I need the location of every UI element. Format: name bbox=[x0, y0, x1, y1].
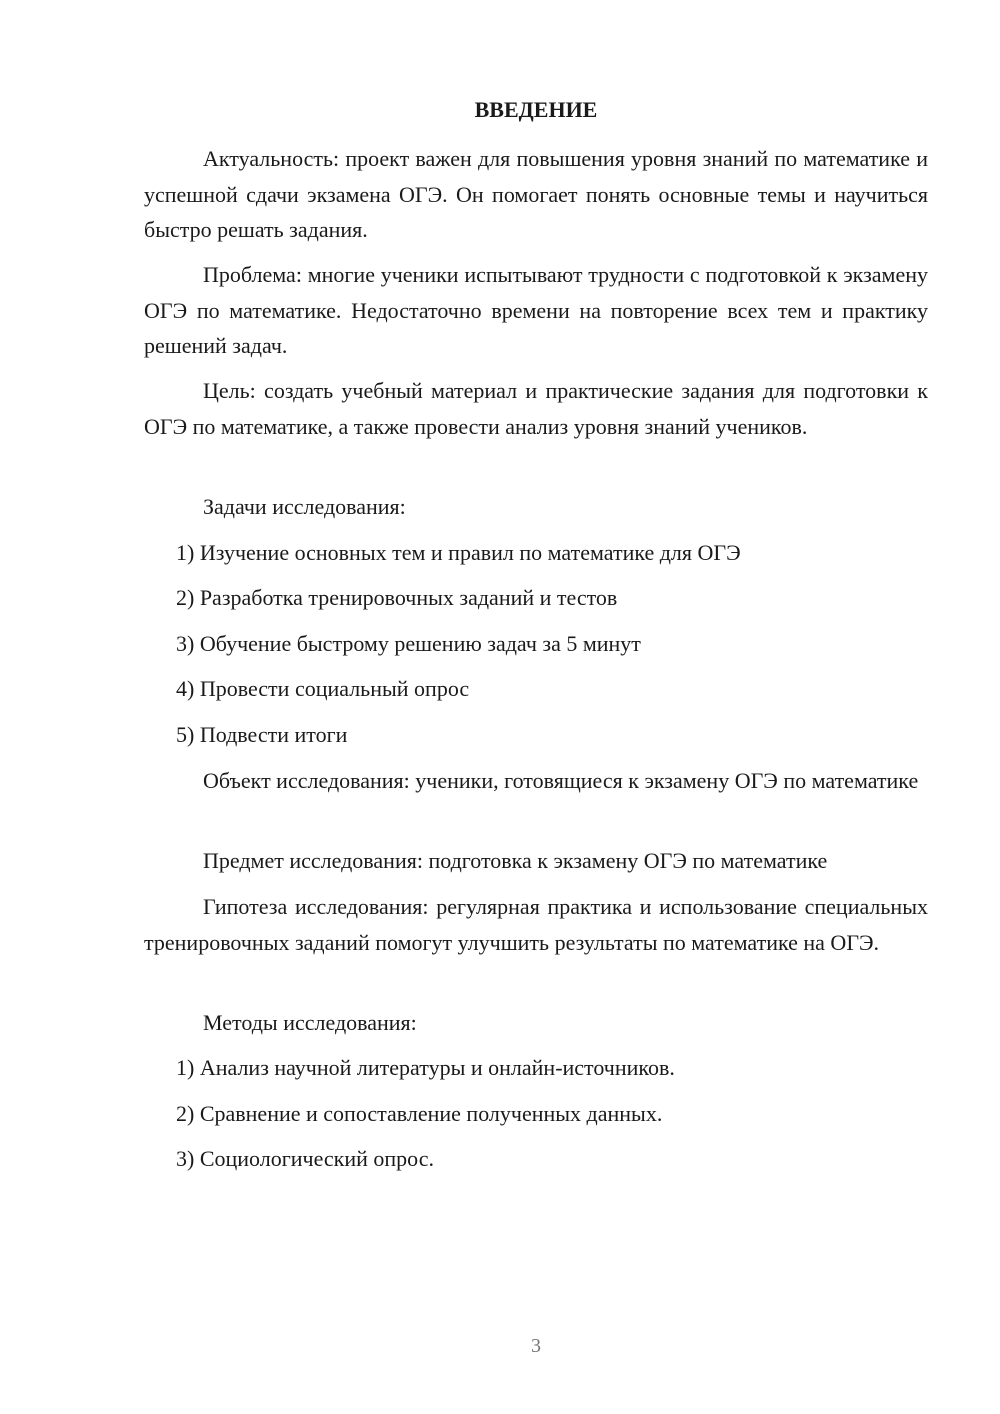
relevance-paragraph: Актуальность: проект важен для повышения уровня знаний по математике и успешной сдачи экзамена ОГЭ. Он помогает понять основные темы и научиться быстро решать задания. bbox=[144, 146, 928, 242]
task-item: 2) Разработка тренировочных заданий и тестов bbox=[176, 585, 618, 610]
problem-paragraph: Проблема: многие ученики испытывают трудности с подготовкой к экзамену ОГЭ по математике. Недостаточно времени на повторение всех тем и практику решений задач. bbox=[144, 262, 928, 358]
task-item: 1) Изучение основных тем и правил по математике для ОГЭ bbox=[176, 540, 741, 565]
goal-paragraph: Цель: создать учебный материал и практические задания для подготовки к ОГЭ по математике, а также провести анализ уровня знаний учеников. bbox=[144, 378, 928, 439]
task-item: 5) Подвести итоги bbox=[176, 722, 348, 747]
method-item: 2) Сравнение и сопоставление полученных данных. bbox=[176, 1101, 663, 1126]
subject-paragraph: Предмет исследования: подготовка к экзамену ОГЭ по математике bbox=[203, 848, 828, 873]
page-heading: ВВЕДЕНИЕ bbox=[474, 97, 598, 122]
object-paragraph: Объект исследования: ученики, готовящиеся к экзамену ОГЭ по математике bbox=[203, 768, 919, 793]
methods-title: Методы исследования: bbox=[203, 1010, 417, 1035]
hypothesis-paragraph: Гипотеза исследования: регулярная практика и использование специальных тренировочных заданий помогут улучшить результаты по математике на ОГЭ. bbox=[144, 894, 928, 955]
page-number: 3 bbox=[531, 1335, 541, 1357]
method-item: 1) Анализ научной литературы и онлайн-источников. bbox=[176, 1055, 675, 1080]
method-item: 3) Социологический опрос. bbox=[176, 1146, 434, 1171]
tasks-title: Задачи исследования: bbox=[203, 494, 406, 519]
task-item: 4) Провести социальный опрос bbox=[176, 676, 470, 701]
task-item: 3) Обучение быстрому решению задач за 5 минут bbox=[176, 631, 641, 656]
